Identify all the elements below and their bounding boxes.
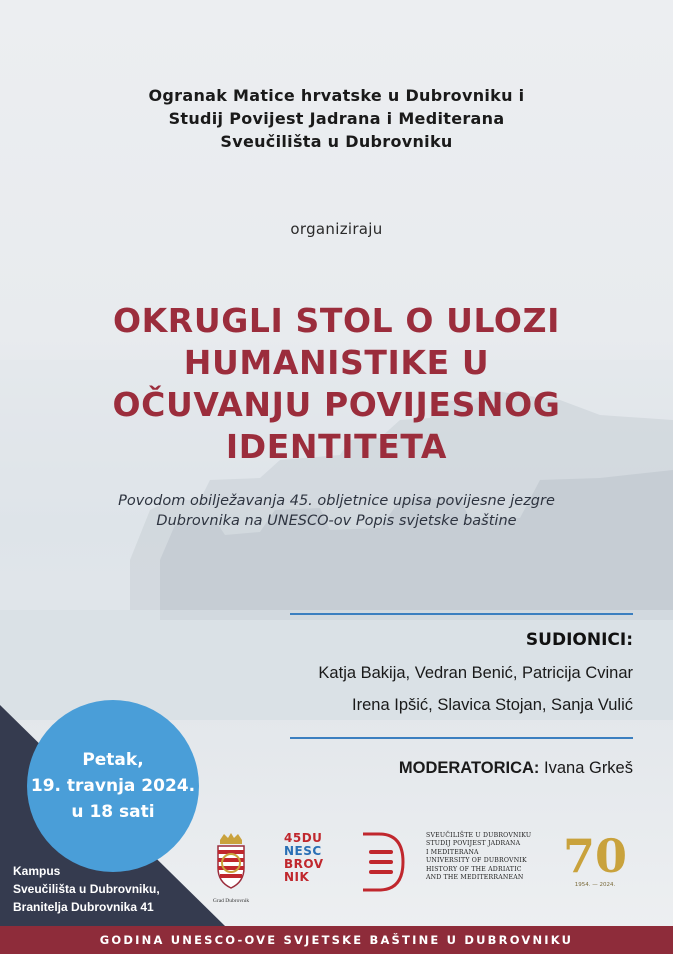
subtitle-line: Povodom obilježavanja 45. obljetnice upisa povijesne jezgre: [118, 493, 555, 509]
organize-verb: organiziraju: [290, 220, 383, 238]
uni-logo-line: STUDIJ POVIJEST JADRANA: [426, 840, 521, 848]
organizer-line: Ogranak Matice hrvatske u Dubrovniku i: [148, 86, 525, 105]
uni-logo-line: AND THE MEDITERRANEAN: [426, 874, 524, 882]
unesco-logo-line: BROV: [284, 857, 324, 871]
date-line: 19. travnja 2024.: [30, 776, 196, 796]
title-line: HUMANISTIKE U: [183, 343, 490, 382]
title-line: OKRUGLI STOL O ULOZI: [112, 301, 560, 340]
uni-logo-line: SVEUČILIŠTE U DUBROVNIKU: [426, 832, 532, 839]
date-circle: [27, 700, 199, 872]
location-block: [13, 862, 203, 916]
coat-of-arms-icon: [208, 832, 254, 892]
uni-logo-line: I MEDITERANA: [426, 848, 479, 856]
title-line: IDENTITETA: [225, 427, 448, 466]
uni-logo-line: UNIVERSITY OF DUBROVNIK: [426, 857, 527, 865]
d-mark-icon: [357, 830, 409, 894]
unesco-45-logo: [284, 832, 348, 890]
title-line: OČUVANJU POVIJESNOG: [112, 385, 561, 424]
subtitle-line: Dubrovnika na UNESCO-ov Popis svjetske baštine: [156, 513, 517, 529]
university-text-logo: [426, 832, 546, 904]
grad-dubrovnik-logo: [208, 832, 254, 904]
anniversary-70-logo: [556, 829, 634, 902]
footer-banner: GODINA UNESCO-OVE SVJETSKE BAŠTINE U DUBROVNIKU: [0, 926, 673, 954]
location-line: Kampus: [13, 864, 61, 878]
participants-line: Katja Bakija, Vedran Benić, Patricija Cvinar: [318, 664, 633, 682]
participants-heading: SUDIONICI:: [525, 630, 633, 650]
organizer-line: Studij Povijest Jadrana i Mediterana: [168, 109, 505, 128]
organizer-line: Sveučilišta u Dubrovniku: [220, 132, 453, 151]
anniversary-number: 70: [562, 829, 627, 883]
moderator-label: MODERATORICA:: [398, 759, 540, 777]
location-line: Sveučilišta u Dubrovniku,: [13, 882, 160, 896]
uni-logo-line: HISTORY OF THE ADRIATIC: [426, 865, 522, 873]
university-d-logo: [357, 830, 409, 894]
location-line: Branitelja Dubrovnika 41: [13, 900, 154, 914]
unesco-logo-line: NIK: [284, 870, 310, 884]
anniversary-years: 1954. — 2024.: [574, 882, 616, 888]
grad-caption: Grad Dubrovnik: [212, 898, 250, 904]
unesco-logo-line: NESC: [284, 844, 322, 858]
date-line: Petak,: [82, 750, 144, 770]
participants-line: Irena Ipšić, Slavica Stojan, Sanja Vulić: [352, 696, 633, 714]
unesco-logo-line: 45DU: [284, 831, 323, 845]
date-line: u 18 sati: [71, 802, 155, 822]
moderator-name: Ivana Grkeš: [544, 759, 633, 777]
